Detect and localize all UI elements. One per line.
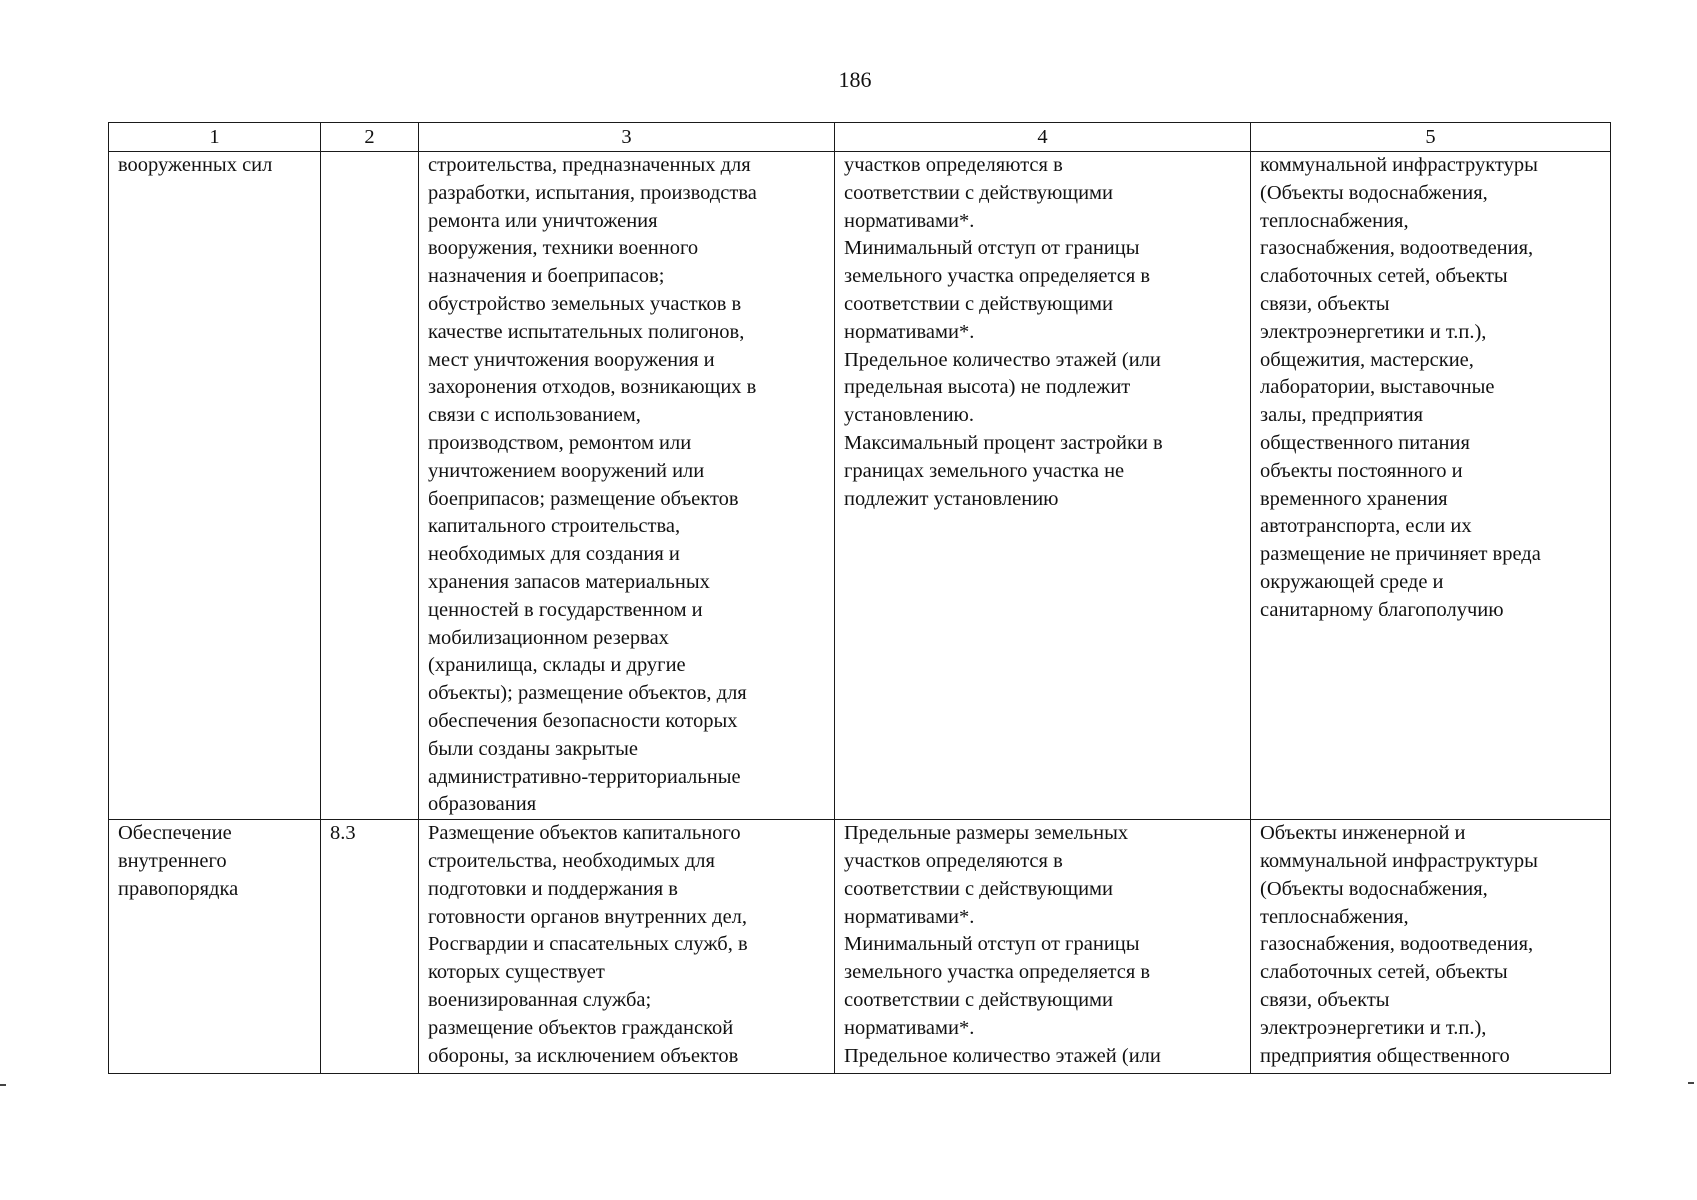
land-use-name-cell: Обеспечение внутреннего правопорядка [109, 820, 321, 1074]
header-col-3: 3 [419, 123, 835, 152]
scan-artifact-right [1688, 1082, 1694, 1084]
header-col-1: 1 [109, 123, 321, 152]
code-cell: 8.3 [321, 820, 419, 1074]
auxiliary-uses-cell: Объекты инженерной и коммунальной инфраструктуры (Объекты водоснабжения, теплоснабжения, газоснабжения, водоотведения, слаботочных сетей, объекты связи, объекты электроэнергетики и т.п.), предприятия общественного [1251, 820, 1611, 1074]
land-use-name-cell: вооруженных сил [109, 152, 321, 820]
header-col-2: 2 [321, 123, 419, 152]
table-row [109, 820, 1611, 1074]
page-number: 186 [838, 67, 872, 92]
header-col-5: 5 [1251, 123, 1611, 152]
parameters-cell: участков определяются в соответствии с действующими нормативами*. Минимальный отступ от границы земельного участка определяется в соответствии с действующими нормативами*. Предельное количество этажей (или предельная высота) не подлежит установлению. Максимальный процент застройки в границах земельного участка не подлежит установлению [835, 152, 1251, 820]
code-cell [321, 152, 419, 820]
table-header [109, 123, 1611, 152]
table-body [109, 152, 1611, 1074]
header-row [109, 123, 1611, 152]
table-row [109, 152, 1611, 820]
description-cell: строительства, предназначенных для разработки, испытания, производства ремонта или уничтожения вооружения, техники военного назначения и боеприпасов; обустройство земельных участков в качестве испытательных полигонов, мест уничтожения вооружения и захоронения отходов, возникающих в связи с использованием, производством, ремонтом или уничтожением вооружений или боеприпасов; размещение объектов капитального строительства, необходимых для создания и хранения запасов материальных ценностей в государственном и мобилизационном резервах (хранилища, склады и другие объекты); размещение объектов, для обеспечения безопасности которых были созданы закрытые административно-территориальные образования [419, 152, 835, 820]
zoning-table [108, 122, 1611, 1074]
parameters-cell: Предельные размеры земельных участков определяются в соответствии с действующими нормативами*. Минимальный отступ от границы земельного участка определяется в соответствии с действующими нормативами*. Предельное количество этажей (или [835, 820, 1251, 1074]
scan-artifact-left [0, 1084, 6, 1086]
auxiliary-uses-cell: коммунальной инфраструктуры (Объекты водоснабжения, теплоснабжения, газоснабжения, водоотведения, слаботочных сетей, объекты связи, объекты электроэнергетики и т.п.), общежития, мастерские, лаборатории, выставочные залы, предприятия общественного питания объекты постоянного и временного хранения автотранспорта, если их размещение не причиняет вреда окружающей среде и санитарному благополучию [1251, 152, 1611, 820]
header-col-4: 4 [835, 123, 1251, 152]
description-cell: Размещение объектов капитального строительства, необходимых для подготовки и поддержания в готовности органов внутренних дел, Росгвардии и спасательных служб, в которых существует военизированная служба; размещение объектов гражданской обороны, за исключением объектов [419, 820, 835, 1074]
